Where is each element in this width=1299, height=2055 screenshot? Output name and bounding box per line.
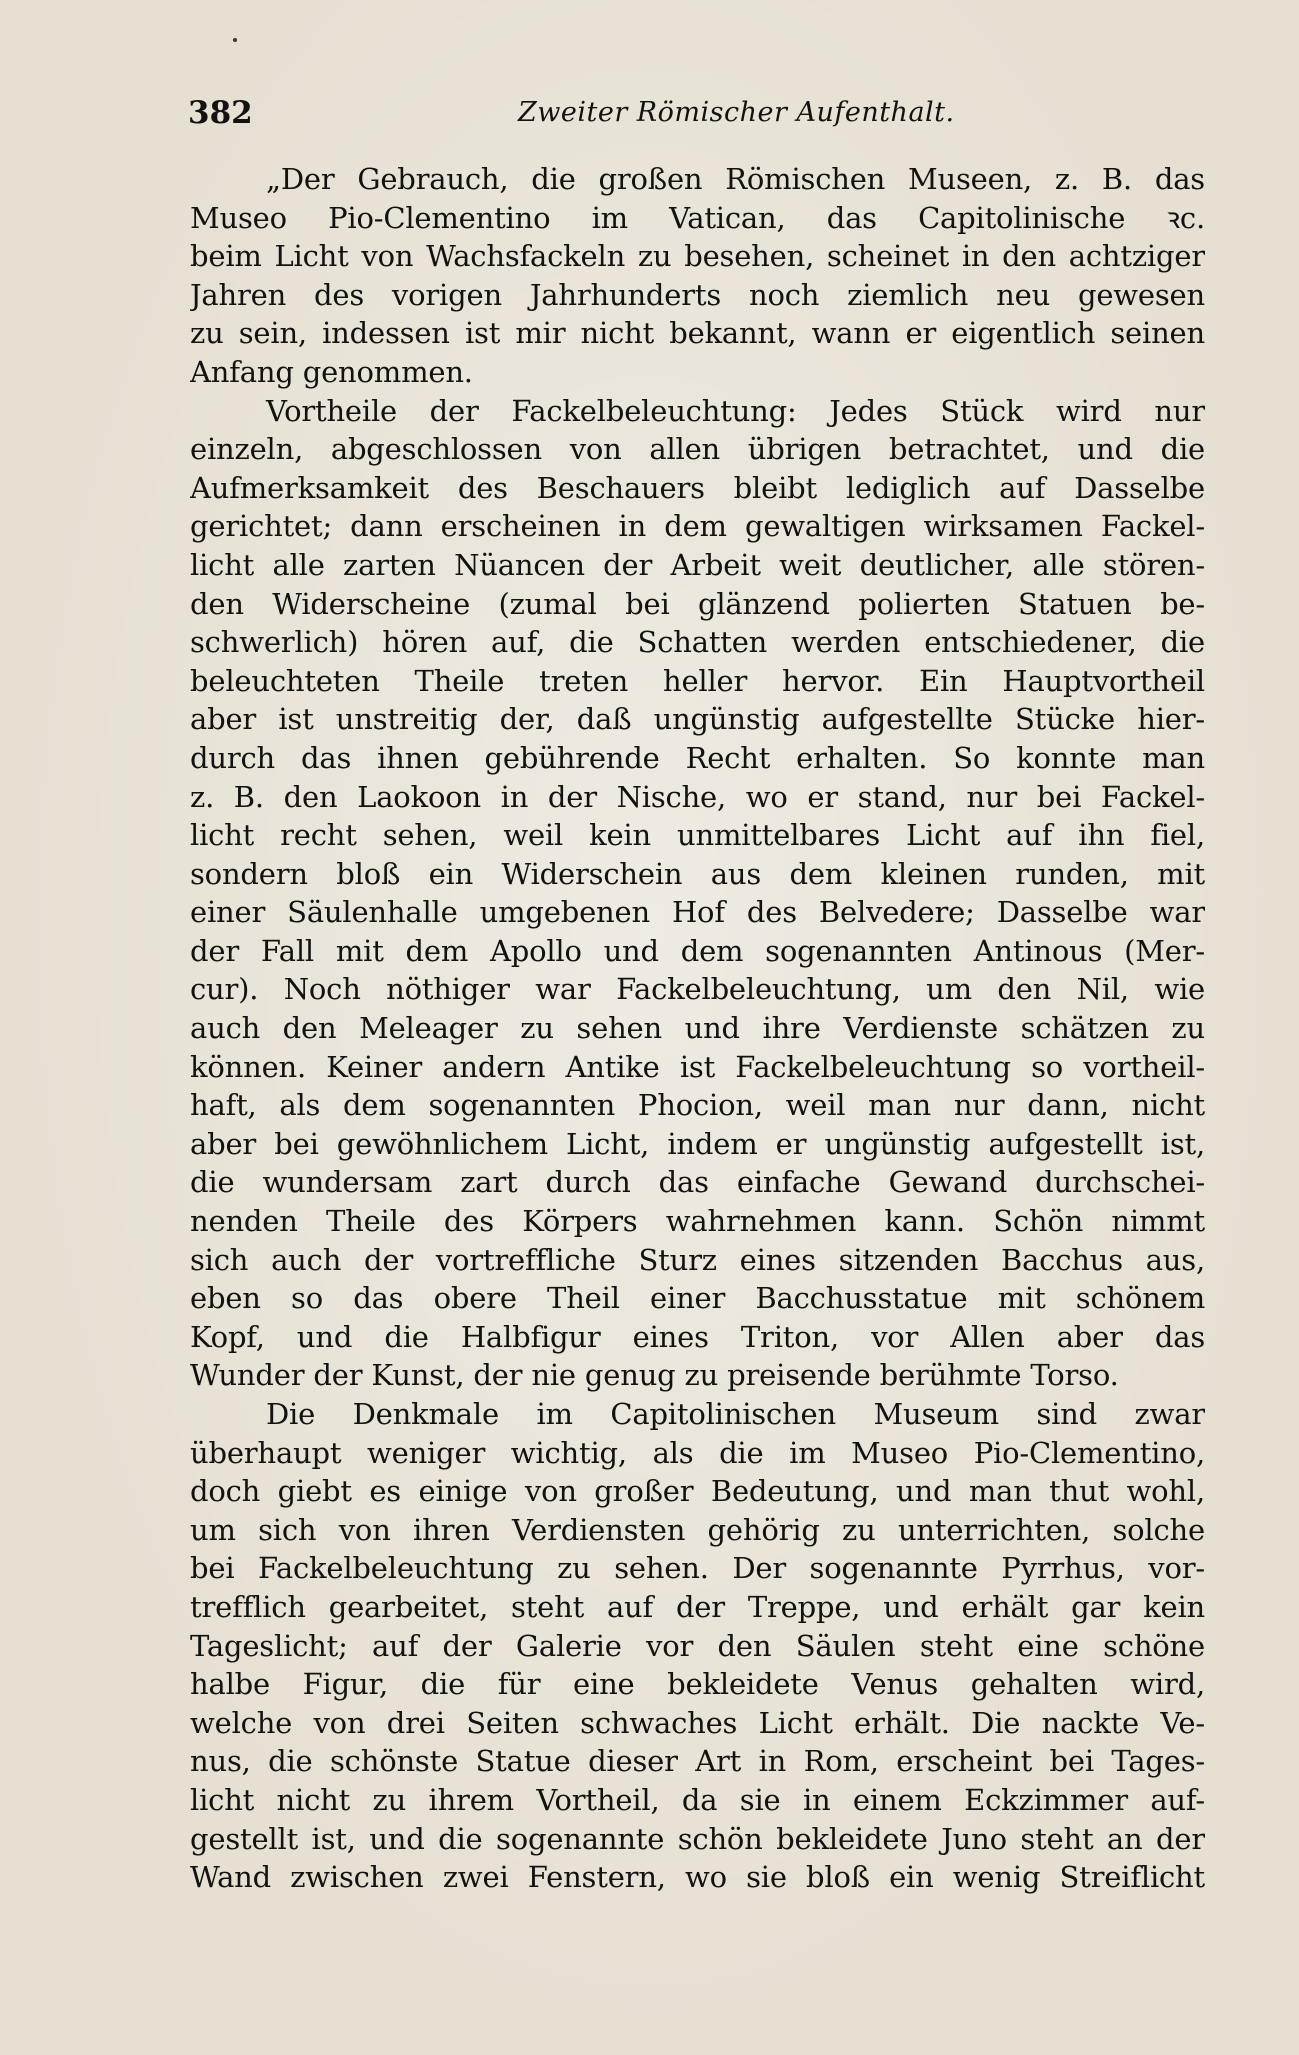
text-line: Aufmerksamkeit des Beschauers bleibt lediglich auf Dasselbe [190, 470, 1205, 505]
text-line: einer Säulenhalle umgebenen Hof des Belvedere; Dasselbe war [190, 895, 1205, 930]
ink-speck [233, 38, 237, 42]
page-header [188, 92, 1208, 134]
text-line: haft, als dem sogenannten Phocion, weil man nur dann, nicht [190, 1088, 1205, 1123]
text-line: bei Fackelbeleuchtung zu sehen. Der sogenannte Pyrrhus, vor- [190, 1551, 1205, 1586]
text-line: Museo Pio-Clementino im Vatican, das Capitolinische ꝛc. [190, 200, 1205, 235]
text-line: Die Denkmale im Capitolinischen Museum sind zwar [266, 1397, 1205, 1431]
text-line: überhaupt weniger wichtig, als die im Museo Pio-Clementino, [190, 1435, 1205, 1470]
text-line: sondern bloß ein Widerschein aus dem kleinen runden, mit [190, 856, 1205, 891]
text-line: cur). Noch nöthiger war Fackelbeleuchtung, um den Nil, wie [190, 972, 1205, 1007]
text-line: schwerlich) hören auf, die Schatten werden entschiedener, die [190, 625, 1205, 660]
text-line: der Fall mit dem Apollo und dem sogenannten Antinous (Mer- [190, 933, 1205, 968]
text-line: durch das ihnen gebührende Recht erhalten. So konnte man [190, 740, 1205, 775]
body-text [190, 160, 1205, 1897]
text-line: Wunder der Kunst, der nie genug zu preisende berühmte Torso. [190, 1358, 1119, 1393]
text-line: beim Licht von Wachsfackeln zu besehen, scheinet in den achtziger [190, 239, 1205, 274]
text-line: welche von drei Seiten schwaches Licht erhält. Die nackte Ve- [190, 1705, 1205, 1740]
text-line: aber bei gewöhnlichem Licht, indem er ungünstig aufgestellt ist, [190, 1126, 1205, 1161]
text-line: gestellt ist, und die sogenannte schön bekleidete Juno steht an der [190, 1821, 1205, 1856]
running-head: Zweiter Römischer Aufenthalt. [518, 97, 955, 128]
text-line: den Widerscheine (zumal bei glänzend polierten Statuen be- [190, 586, 1205, 621]
text-line: Kopf, und die Halbfigur eines Triton, vor Allen aber das [190, 1319, 1205, 1354]
text-line: sich auch der vortreffliche Sturz eines sitzenden Bacchus aus, [190, 1242, 1205, 1277]
text-line: nus, die schönste Statue dieser Art in Rom, erscheint bei Tages- [190, 1744, 1205, 1779]
text-line: doch giebt es einige von großer Bedeutung, und man thut wohl, [190, 1474, 1205, 1509]
text-line: nenden Theile des Körpers wahrnehmen kann. Schön nimmt [190, 1204, 1205, 1239]
text-line: einzeln, abgeschlossen von allen übrigen betrachtet, und die [190, 432, 1205, 467]
text-line: licht alle zarten Nüancen der Arbeit weit deutlicher, alle stören- [190, 547, 1205, 582]
text-line: Jahren des vorigen Jahrhunderts noch ziemlich neu gewesen [190, 277, 1205, 312]
text-line: z. B. den Laokoon in der Nische, wo er stand, nur bei Fackel- [190, 779, 1205, 814]
page-number: 382 [188, 95, 253, 131]
text-line: Vortheile der Fackelbeleuchtung: Jedes Stück wird nur [266, 393, 1205, 428]
text-line: aber ist unstreitig der, daß ungünstig aufgestellte Stücke hier- [190, 702, 1205, 737]
text-line: um sich von ihren Verdiensten gehörig zu unterrichten, solche [190, 1512, 1205, 1547]
text-line: Wand zwischen zwei Fenstern, wo sie bloß ein wenig Streiflicht [190, 1860, 1205, 1895]
text-line: zu sein, indessen ist mir nicht bekannt, wann er eigentlich seinen [190, 316, 1205, 351]
text-line: gerichtet; dann erscheinen in dem gewaltigen wirksamen Fackel- [190, 509, 1205, 544]
text-line: trefflich gearbeitet, steht auf der Treppe, und erhält gar kein [190, 1589, 1205, 1624]
text-line: die wundersam zart durch das einfache Gewand durchschei- [190, 1165, 1205, 1200]
text-line: eben so das obere Theil einer Bacchusstatue mit schönem [190, 1281, 1205, 1316]
text-line: Anfang genommen. [190, 354, 473, 389]
text-line: beleuchteten Theile treten heller hervor. Ein Hauptvortheil [190, 663, 1205, 698]
text-line: auch den Meleager zu sehen und ihre Verdienste schätzen zu [190, 1011, 1205, 1046]
text-line: können. Keiner andern Antike ist Fackelbeleuchtung so vortheil- [190, 1049, 1205, 1084]
text-line: licht recht sehen, weil kein unmittelbares Licht auf ihn fiel, [190, 818, 1205, 853]
text-line: „Der Gebrauch, die großen Römischen Museen, z. B. das [266, 162, 1205, 196]
text-line: licht nicht zu ihrem Vortheil, da sie in einem Eckzimmer auf- [190, 1782, 1205, 1817]
text-line: Tageslicht; auf der Galerie vor den Säulen steht eine schöne [190, 1628, 1205, 1663]
text-line: halbe Figur, die für eine bekleidete Venus gehalten wird, [190, 1667, 1205, 1702]
